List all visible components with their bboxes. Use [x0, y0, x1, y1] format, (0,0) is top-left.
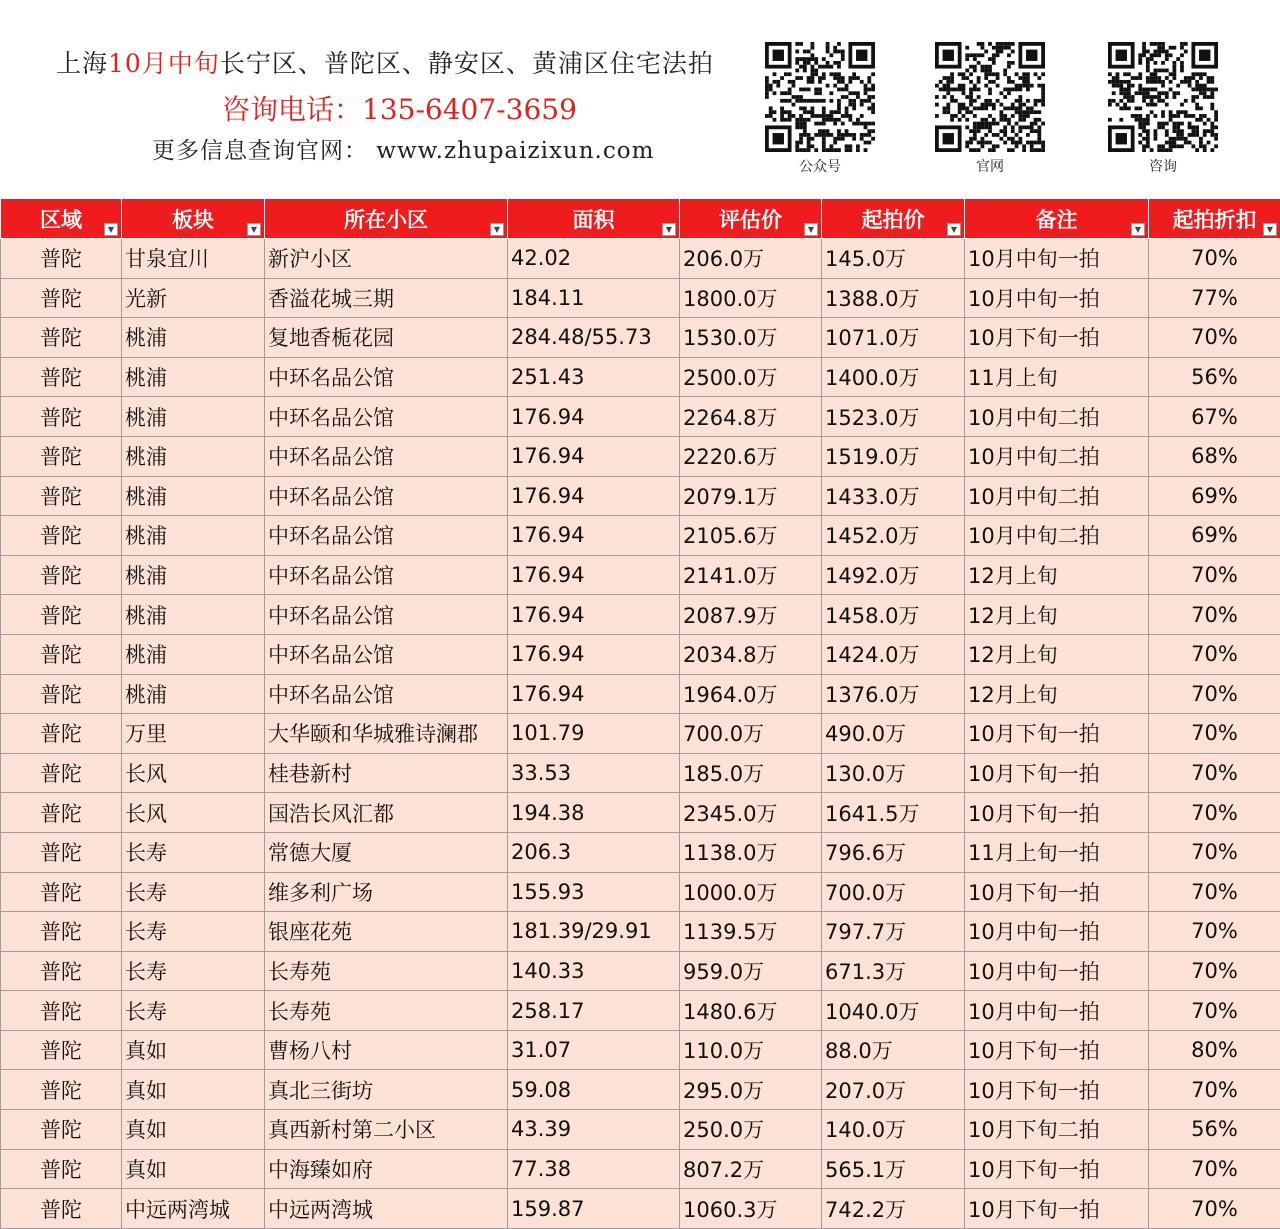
table-row	[1, 1149, 1280, 1189]
cell-start-price: 742.2万	[822, 1189, 965, 1229]
cell-start-price: 1388.0万	[822, 278, 965, 318]
cell-district: 普陀	[1, 357, 122, 397]
cell-community: 中环名品公馆	[265, 634, 508, 674]
cell-area: 181.39/29.91	[508, 912, 680, 952]
cell-note: 10月中旬一拍	[965, 239, 1149, 279]
cell-start-price: 700.0万	[822, 872, 965, 912]
cell-appraisal: 2105.6万	[680, 516, 822, 556]
cell-community: 中环名品公馆	[265, 397, 508, 437]
table-header-row	[1, 199, 1280, 239]
cell-community: 中环名品公馆	[265, 674, 508, 714]
table-row	[1, 1110, 1280, 1150]
auction-table	[0, 198, 1280, 1229]
cell-discount: 69%	[1149, 516, 1280, 556]
table-row	[1, 793, 1280, 833]
cell-discount: 80%	[1149, 1030, 1280, 1070]
cell-start-price: 565.1万	[822, 1149, 965, 1189]
cell-start-price: 140.0万	[822, 1110, 965, 1150]
table-row	[1, 595, 1280, 635]
cell-district: 普陀	[1, 714, 122, 754]
cell-community: 中环名品公馆	[265, 595, 508, 635]
cell-appraisal: 2345.0万	[680, 793, 822, 833]
cell-community: 中环名品公馆	[265, 516, 508, 556]
filter-dropdown-icon[interactable]: ▼	[1131, 223, 1145, 236]
cell-area: 176.94	[508, 674, 680, 714]
cell-community: 中环名品公馆	[265, 555, 508, 595]
cell-discount: 70%	[1149, 1189, 1280, 1229]
cell-discount: 68%	[1149, 436, 1280, 476]
cell-appraisal: 185.0万	[680, 753, 822, 793]
cell-area: 176.94	[508, 634, 680, 674]
cell-district: 普陀	[1, 476, 122, 516]
table-row	[1, 436, 1280, 476]
cell-community: 大华颐和华城雅诗澜郡	[265, 714, 508, 754]
cell-area: 176.94	[508, 397, 680, 437]
column-header-label: 备注	[1035, 207, 1078, 232]
cell-appraisal: 807.2万	[680, 1149, 822, 1189]
cell-start-price: 1071.0万	[822, 318, 965, 358]
cell-appraisal: 2264.8万	[680, 397, 822, 437]
cell-area: 251.43	[508, 357, 680, 397]
cell-community: 中环名品公馆	[265, 436, 508, 476]
cell-appraisal: 250.0万	[680, 1110, 822, 1150]
cell-note: 10月中旬一拍	[965, 951, 1149, 991]
cell-appraisal: 959.0万	[680, 951, 822, 991]
cell-area: 33.53	[508, 753, 680, 793]
cell-discount: 70%	[1149, 872, 1280, 912]
cell-discount: 70%	[1149, 714, 1280, 754]
cell-district: 普陀	[1, 793, 122, 833]
cell-discount: 70%	[1149, 793, 1280, 833]
column-header-community[interactable]	[265, 199, 508, 239]
cell-start-price: 1376.0万	[822, 674, 965, 714]
cell-area: 176.94	[508, 555, 680, 595]
cell-start-price: 145.0万	[822, 239, 965, 279]
table-row	[1, 318, 1280, 358]
cell-start-price: 1519.0万	[822, 436, 965, 476]
column-header-note[interactable]	[965, 199, 1149, 239]
cell-area: 59.08	[508, 1070, 680, 1110]
cell-sector: 甘泉宜川	[122, 239, 265, 279]
cell-community: 真北三街坊	[265, 1070, 508, 1110]
cell-community: 常德大厦	[265, 832, 508, 872]
cell-note: 10月下旬一拍	[965, 793, 1149, 833]
cell-area: 140.33	[508, 951, 680, 991]
qr-code-icon	[765, 42, 875, 152]
column-header-area[interactable]	[508, 199, 680, 239]
table-row	[1, 753, 1280, 793]
cell-district: 普陀	[1, 1149, 122, 1189]
cell-note: 12月上旬	[965, 555, 1149, 595]
cell-appraisal: 206.0万	[680, 239, 822, 279]
cell-sector: 桃浦	[122, 674, 265, 714]
qr-website	[935, 42, 1045, 176]
table-row	[1, 555, 1280, 595]
table-row	[1, 832, 1280, 872]
cell-discount: 70%	[1149, 239, 1280, 279]
cell-start-price: 1452.0万	[822, 516, 965, 556]
cell-sector: 桃浦	[122, 595, 265, 635]
cell-sector: 真如	[122, 1030, 265, 1070]
column-header-label: 区域	[40, 207, 82, 232]
cell-note: 10月下旬一拍	[965, 1189, 1149, 1229]
cell-start-price: 671.3万	[822, 951, 965, 991]
table-row	[1, 714, 1280, 754]
cell-note: 10月下旬一拍	[965, 872, 1149, 912]
filter-dropdown-icon[interactable]: ▼	[104, 223, 118, 236]
column-header-label: 面积	[572, 207, 615, 232]
cell-discount: 70%	[1149, 674, 1280, 714]
cell-sector: 长寿	[122, 872, 265, 912]
cell-discount: 56%	[1149, 1110, 1280, 1150]
cell-note: 12月上旬	[965, 674, 1149, 714]
cell-district: 普陀	[1, 1110, 122, 1150]
cell-sector: 桃浦	[122, 357, 265, 397]
cell-appraisal: 2220.6万	[680, 436, 822, 476]
page-header	[0, 0, 1280, 198]
cell-note: 10月中旬一拍	[965, 912, 1149, 952]
cell-appraisal: 2141.0万	[680, 555, 822, 595]
cell-district: 普陀	[1, 595, 122, 635]
cell-community: 中海臻如府	[265, 1149, 508, 1189]
cell-appraisal: 1139.5万	[680, 912, 822, 952]
cell-appraisal: 1800.0万	[680, 278, 822, 318]
cell-area: 77.38	[508, 1149, 680, 1189]
cell-community: 真西新村第二小区	[265, 1110, 508, 1150]
qr-consult	[1108, 42, 1218, 176]
filter-dropdown-icon[interactable]: ▼	[947, 223, 961, 236]
column-header-label: 起拍价	[861, 207, 925, 232]
column-header-label: 起拍折扣	[1172, 207, 1257, 232]
cell-sector: 桃浦	[122, 397, 265, 437]
table-row	[1, 397, 1280, 437]
cell-district: 普陀	[1, 318, 122, 358]
cell-note: 11月上旬一拍	[965, 832, 1149, 872]
cell-sector: 长风	[122, 793, 265, 833]
cell-district: 普陀	[1, 239, 122, 279]
cell-sector: 中远两湾城	[122, 1189, 265, 1229]
cell-community: 桂巷新村	[265, 753, 508, 793]
cell-sector: 光新	[122, 278, 265, 318]
table-row	[1, 516, 1280, 556]
cell-start-price: 1492.0万	[822, 555, 965, 595]
cell-district: 普陀	[1, 991, 122, 1031]
website-line: 更多信息查询官网： www.zhupaizixun.com	[152, 138, 655, 164]
cell-start-price: 1641.5万	[822, 793, 965, 833]
qr-caption: 咨询	[1149, 159, 1177, 175]
cell-area: 176.94	[508, 516, 680, 556]
cell-discount: 70%	[1149, 753, 1280, 793]
cell-note: 12月上旬	[965, 634, 1149, 674]
cell-district: 普陀	[1, 832, 122, 872]
cell-start-price: 796.6万	[822, 832, 965, 872]
cell-appraisal: 2079.1万	[680, 476, 822, 516]
table-row	[1, 1189, 1280, 1229]
cell-district: 普陀	[1, 1189, 122, 1229]
cell-district: 普陀	[1, 912, 122, 952]
cell-area: 184.11	[508, 278, 680, 318]
cell-community: 中环名品公馆	[265, 476, 508, 516]
cell-sector: 长寿	[122, 951, 265, 991]
cell-community: 维多利广场	[265, 872, 508, 912]
cell-note: 10月下旬一拍	[965, 1070, 1149, 1110]
cell-district: 普陀	[1, 397, 122, 437]
table-row	[1, 357, 1280, 397]
cell-district: 普陀	[1, 436, 122, 476]
cell-note: 10月下旬一拍	[965, 753, 1149, 793]
cell-appraisal: 1964.0万	[680, 674, 822, 714]
cell-sector: 真如	[122, 1110, 265, 1150]
table-row	[1, 1070, 1280, 1110]
cell-area: 42.02	[508, 239, 680, 279]
cell-sector: 真如	[122, 1149, 265, 1189]
cell-district: 普陀	[1, 674, 122, 714]
cell-note: 12月上旬	[965, 595, 1149, 635]
table-row	[1, 872, 1280, 912]
table-row	[1, 278, 1280, 318]
phone-number: 咨询电话：135-6407-3659	[222, 93, 577, 126]
cell-note: 10月中旬一拍	[965, 991, 1149, 1031]
table-row	[1, 476, 1280, 516]
cell-appraisal: 700.0万	[680, 714, 822, 754]
cell-area: 176.94	[508, 595, 680, 635]
table-row	[1, 951, 1280, 991]
cell-area: 43.39	[508, 1110, 680, 1150]
cell-sector: 桃浦	[122, 516, 265, 556]
cell-district: 普陀	[1, 1030, 122, 1070]
cell-sector: 长寿	[122, 991, 265, 1031]
cell-start-price: 1523.0万	[822, 397, 965, 437]
filter-dropdown-icon[interactable]: ▼	[662, 223, 676, 236]
cell-sector: 长寿	[122, 832, 265, 872]
cell-sector: 长寿	[122, 912, 265, 952]
cell-start-price: 1040.0万	[822, 991, 965, 1031]
cell-community: 曹杨八村	[265, 1030, 508, 1070]
cell-discount: 70%	[1149, 634, 1280, 674]
table-row	[1, 991, 1280, 1031]
column-header-district[interactable]	[1, 199, 122, 239]
cell-community: 复地香栀花园	[265, 318, 508, 358]
cell-district: 普陀	[1, 516, 122, 556]
cell-community: 国浩长风汇都	[265, 793, 508, 833]
cell-district: 普陀	[1, 951, 122, 991]
cell-note: 10月下旬一拍	[965, 1149, 1149, 1189]
filter-dropdown-icon[interactable]: ▼	[247, 223, 261, 236]
cell-appraisal: 295.0万	[680, 1070, 822, 1110]
cell-start-price: 490.0万	[822, 714, 965, 754]
cell-start-price: 1400.0万	[822, 357, 965, 397]
cell-discount: 67%	[1149, 397, 1280, 437]
cell-district: 普陀	[1, 872, 122, 912]
cell-community: 银座花苑	[265, 912, 508, 952]
qr-code-icon	[935, 42, 1045, 152]
cell-area: 176.94	[508, 476, 680, 516]
cell-area: 176.94	[508, 436, 680, 476]
cell-note: 10月下旬一拍	[965, 714, 1149, 754]
table-body	[1, 239, 1280, 1229]
table-row	[1, 912, 1280, 952]
cell-district: 普陀	[1, 634, 122, 674]
cell-appraisal: 1480.6万	[680, 991, 822, 1031]
qr-caption: 公众号	[799, 159, 841, 175]
cell-discount: 70%	[1149, 832, 1280, 872]
cell-appraisal: 2500.0万	[680, 357, 822, 397]
cell-discount: 70%	[1149, 991, 1280, 1031]
cell-start-price: 1424.0万	[822, 634, 965, 674]
cell-start-price: 88.0万	[822, 1030, 965, 1070]
cell-district: 普陀	[1, 1070, 122, 1110]
filter-dropdown-icon[interactable]: ▼	[1263, 223, 1277, 236]
title-highlight: 10月中旬	[108, 49, 220, 78]
cell-start-price: 130.0万	[822, 753, 965, 793]
cell-sector: 桃浦	[122, 555, 265, 595]
cell-discount: 70%	[1149, 1149, 1280, 1189]
cell-community: 长寿苑	[265, 991, 508, 1031]
cell-appraisal: 2087.9万	[680, 595, 822, 635]
cell-note: 10月中旬二拍	[965, 436, 1149, 476]
filter-dropdown-icon[interactable]: ▼	[804, 223, 818, 236]
cell-discount: 70%	[1149, 951, 1280, 991]
cell-community: 中远两湾城	[265, 1189, 508, 1229]
cell-area: 101.79	[508, 714, 680, 754]
cell-community: 香溢花城三期	[265, 278, 508, 318]
cell-note: 10月下旬二拍	[965, 1110, 1149, 1150]
cell-start-price: 797.7万	[822, 912, 965, 952]
cell-start-price: 1433.0万	[822, 476, 965, 516]
cell-community: 长寿苑	[265, 951, 508, 991]
cell-area: 155.93	[508, 872, 680, 912]
cell-note: 10月中旬一拍	[965, 278, 1149, 318]
column-header-sector[interactable]	[122, 199, 265, 239]
table-row	[1, 1030, 1280, 1070]
table-row	[1, 634, 1280, 674]
cell-discount: 70%	[1149, 912, 1280, 952]
cell-sector: 真如	[122, 1070, 265, 1110]
column-header-label: 板块	[172, 207, 214, 232]
cell-sector: 长风	[122, 753, 265, 793]
cell-area: 258.17	[508, 991, 680, 1031]
column-header-label: 评估价	[719, 207, 782, 232]
cell-appraisal: 1000.0万	[680, 872, 822, 912]
cell-appraisal: 110.0万	[680, 1030, 822, 1070]
column-header-discount[interactable]	[1149, 199, 1280, 239]
cell-sector: 桃浦	[122, 318, 265, 358]
cell-area: 206.3	[508, 832, 680, 872]
page-title: 上海10月中旬长宁区、普陀区、静安区、黄浦区住宅法拍	[56, 49, 714, 78]
cell-district: 普陀	[1, 753, 122, 793]
cell-sector: 桃浦	[122, 634, 265, 674]
cell-appraisal: 1530.0万	[680, 318, 822, 358]
cell-sector: 桃浦	[122, 436, 265, 476]
cell-start-price: 1458.0万	[822, 595, 965, 635]
cell-start-price: 207.0万	[822, 1070, 965, 1110]
cell-appraisal: 1060.3万	[680, 1189, 822, 1229]
cell-note: 10月中旬二拍	[965, 397, 1149, 437]
column-header-start-price[interactable]	[822, 199, 965, 239]
filter-dropdown-icon[interactable]: ▼	[490, 223, 504, 236]
qr-code-icon	[1108, 42, 1218, 152]
cell-note: 11月上旬	[965, 357, 1149, 397]
table-row	[1, 239, 1280, 279]
cell-discount: 69%	[1149, 476, 1280, 516]
cell-appraisal: 1138.0万	[680, 832, 822, 872]
qr-official-account	[765, 42, 875, 176]
column-header-appraisal[interactable]	[680, 199, 822, 239]
column-header-label: 所在小区	[344, 207, 428, 232]
cell-note: 10月下旬一拍	[965, 1030, 1149, 1070]
cell-discount: 56%	[1149, 357, 1280, 397]
cell-sector: 万里	[122, 714, 265, 754]
cell-discount: 77%	[1149, 278, 1280, 318]
cell-note: 10月下旬一拍	[965, 318, 1149, 358]
table-row	[1, 674, 1280, 714]
cell-district: 普陀	[1, 278, 122, 318]
cell-area: 194.38	[508, 793, 680, 833]
cell-district: 普陀	[1, 555, 122, 595]
cell-note: 10月中旬二拍	[965, 476, 1149, 516]
cell-discount: 70%	[1149, 318, 1280, 358]
cell-community: 新沪小区	[265, 239, 508, 279]
cell-note: 10月中旬二拍	[965, 516, 1149, 556]
cell-area: 284.48/55.73	[508, 318, 680, 358]
cell-area: 159.87	[508, 1189, 680, 1229]
cell-sector: 桃浦	[122, 476, 265, 516]
cell-community: 中环名品公馆	[265, 357, 508, 397]
cell-appraisal: 2034.8万	[680, 634, 822, 674]
cell-discount: 70%	[1149, 595, 1280, 635]
cell-area: 31.07	[508, 1030, 680, 1070]
qr-caption: 官网	[976, 159, 1004, 175]
cell-discount: 70%	[1149, 1070, 1280, 1110]
cell-discount: 70%	[1149, 555, 1280, 595]
